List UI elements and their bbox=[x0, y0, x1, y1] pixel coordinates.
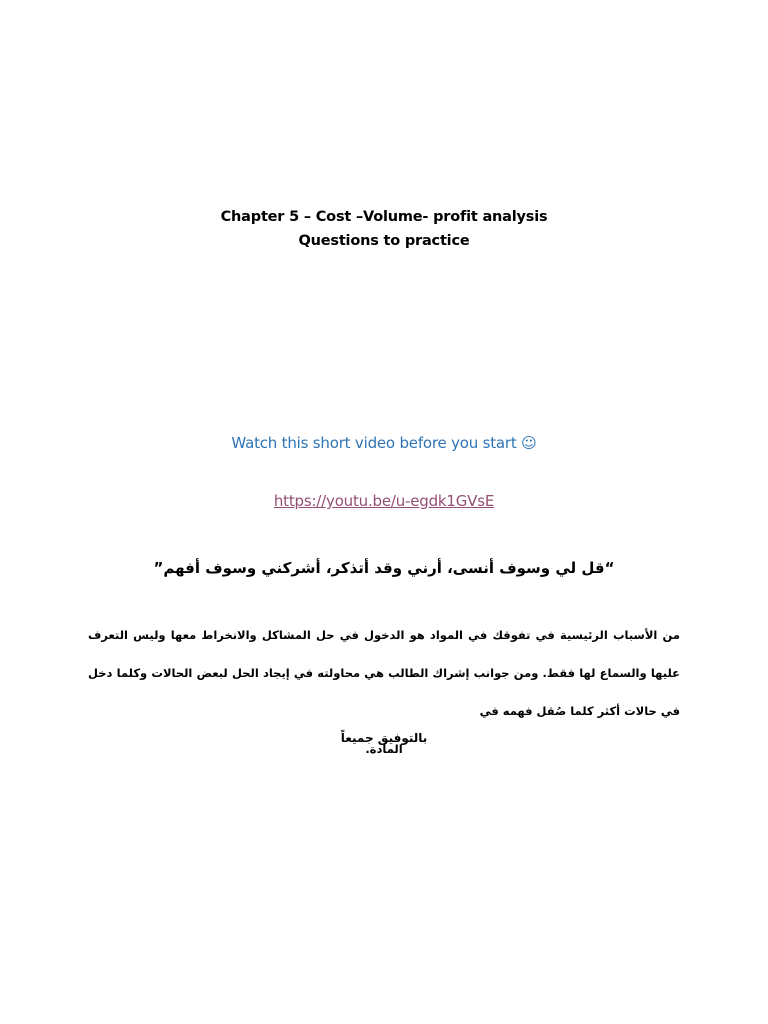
chapter-subtitle: Questions to practice bbox=[298, 233, 470, 249]
video-link[interactable]: https://youtu.be/u-egdk1GVsE bbox=[273, 492, 495, 510]
video-link-container bbox=[0, 490, 768, 512]
watch-video-text: Watch this short video before you start ☺ bbox=[231, 434, 537, 452]
chapter-title: Chapter 5 – Cost –Volume- profit analysis bbox=[220, 209, 548, 225]
arabic-paragraph-text: من الأسباب الرئيسية في تفوقك في المواد هو الدخول في حل المشاكل والانخراط معها وليس التعرف عليها والسماع لها فقط. ومن جوانب إشراك الطالب هي محاولته في إيجاد الحل لبعض الحالات وكلما دخل في حالات أكثر كلما صُقل فهمه في bbox=[88, 628, 680, 718]
arabic-closing: بالتوفيق جميعاً bbox=[340, 731, 428, 745]
document-title bbox=[0, 205, 768, 253]
arabic-quote: “قل لي وسوف أنسى، أرني وقد أتذكر، أشركني وسوف أفهم” bbox=[153, 559, 615, 577]
arabic-paragraph-end: المادة. bbox=[365, 742, 403, 756]
